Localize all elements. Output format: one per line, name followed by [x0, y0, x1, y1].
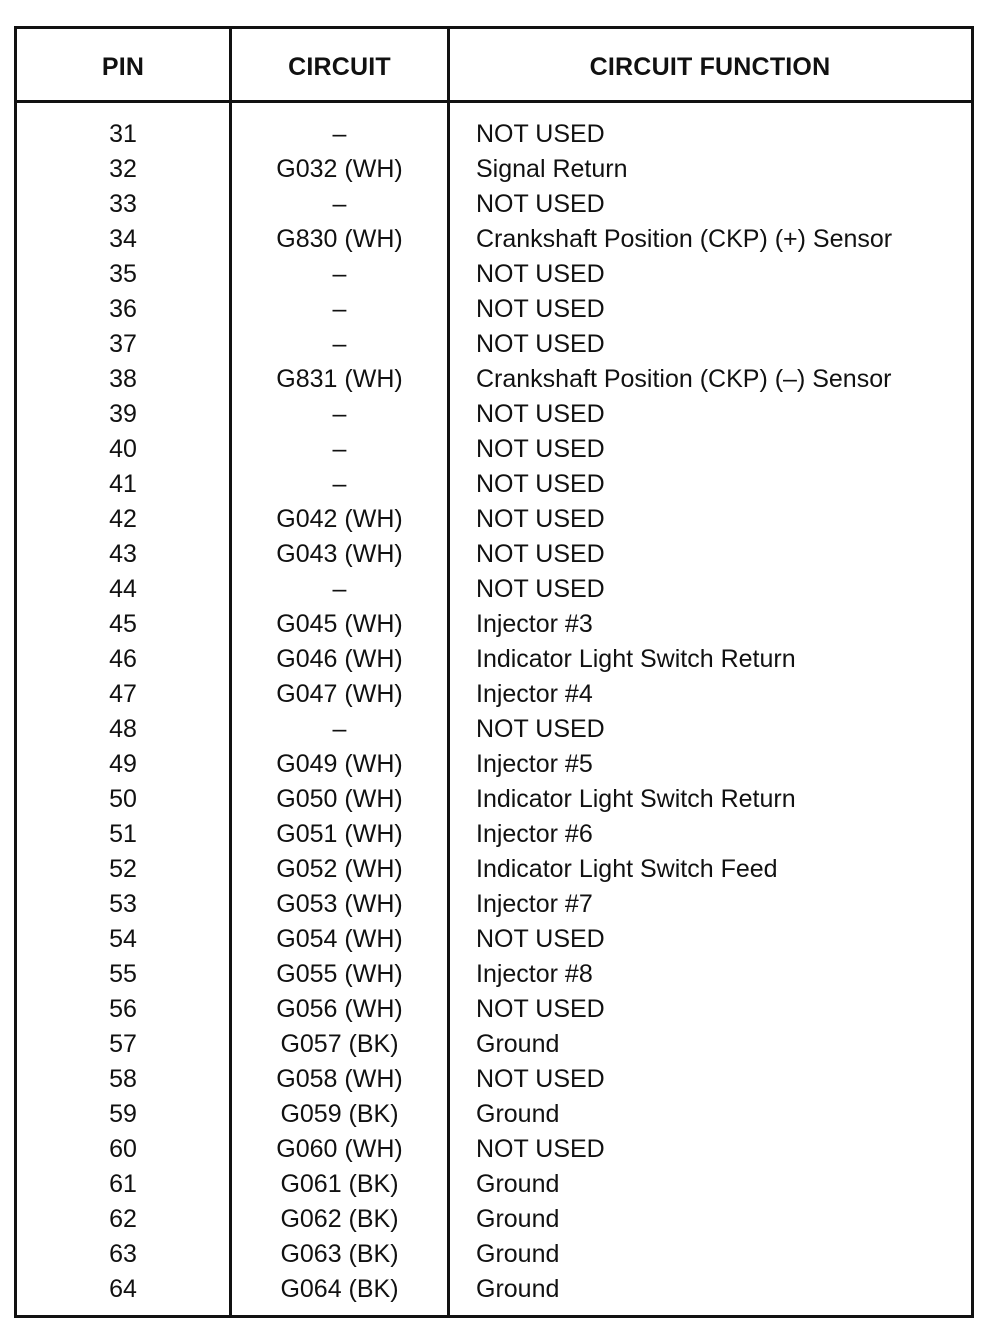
pin-cell: 56: [109, 995, 137, 1023]
table-row: [17, 1132, 971, 1167]
pin-cell: 37: [109, 330, 137, 358]
pin-cell: 39: [109, 400, 137, 428]
circuit-cell: –: [332, 435, 347, 463]
header-circuit: CIRCUIT: [288, 53, 391, 81]
pin-cell: 44: [109, 575, 137, 603]
table-row: [17, 572, 971, 607]
header-pin: PIN: [101, 53, 145, 81]
function-cell: Injector #3: [476, 610, 593, 638]
table-row: [17, 1272, 971, 1307]
circuit-cell: G055 (WH): [276, 960, 403, 988]
table-row: [17, 327, 971, 362]
table-row: [17, 1202, 971, 1237]
table-row: [17, 1167, 971, 1202]
circuit-cell: –: [332, 260, 347, 288]
function-cell: NOT USED: [476, 435, 605, 463]
pin-cell: 41: [109, 470, 137, 498]
circuit-cell: G049 (WH): [276, 750, 403, 778]
function-cell: Indicator Light Switch Return: [476, 785, 796, 813]
function-cell: NOT USED: [476, 120, 605, 148]
function-cell: NOT USED: [476, 925, 605, 953]
pin-cell: 48: [109, 715, 137, 743]
table-row: [17, 257, 971, 292]
function-cell: Indicator Light Switch Feed: [476, 855, 778, 883]
function-cell: Ground: [476, 1205, 560, 1233]
pin-cell: 53: [109, 890, 137, 918]
circuit-cell: –: [332, 120, 347, 148]
circuit-cell: G063 (BK): [280, 1240, 399, 1268]
pin-cell: 31: [109, 120, 137, 148]
circuit-cell: G047 (WH): [276, 680, 403, 708]
function-cell: Indicator Light Switch Return: [476, 645, 796, 673]
table-row: [17, 747, 971, 782]
pin-cell: 32: [109, 155, 137, 183]
circuit-cell: G060 (WH): [276, 1135, 403, 1163]
function-cell: NOT USED: [476, 260, 605, 288]
circuit-cell: –: [332, 715, 347, 743]
pin-cell: 54: [109, 925, 137, 953]
circuit-cell: G042 (WH): [276, 505, 403, 533]
pin-cell: 45: [109, 610, 137, 638]
function-cell: Signal Return: [476, 155, 628, 183]
header-divider: [17, 100, 971, 103]
function-cell: NOT USED: [476, 540, 605, 568]
table-row: [17, 397, 971, 432]
circuit-cell: G051 (WH): [276, 820, 403, 848]
function-cell: NOT USED: [476, 995, 605, 1023]
circuit-cell: G046 (WH): [276, 645, 403, 673]
table-row: [17, 607, 971, 642]
table-row: [17, 187, 971, 222]
pin-cell: 60: [109, 1135, 137, 1163]
function-cell: Ground: [476, 1275, 560, 1303]
table-row: [17, 712, 971, 747]
circuit-cell: G057 (BK): [280, 1030, 399, 1058]
pin-cell: 64: [109, 1275, 137, 1303]
circuit-cell: G032 (WH): [276, 155, 403, 183]
circuit-cell: G054 (WH): [276, 925, 403, 953]
pin-cell: 33: [109, 190, 137, 218]
table-row: [17, 817, 971, 852]
table-row: [17, 922, 971, 957]
function-cell: NOT USED: [476, 1135, 605, 1163]
pin-cell: 38: [109, 365, 137, 393]
function-cell: Injector #4: [476, 680, 593, 708]
circuit-cell: G830 (WH): [276, 225, 403, 253]
pin-cell: 43: [109, 540, 137, 568]
function-cell: NOT USED: [476, 575, 605, 603]
table-row: [17, 677, 971, 712]
circuit-cell: –: [332, 575, 347, 603]
pin-cell: 59: [109, 1100, 137, 1128]
table-row: [17, 467, 971, 502]
function-cell: Ground: [476, 1170, 560, 1198]
pin-cell: 63: [109, 1240, 137, 1268]
circuit-cell: G053 (WH): [276, 890, 403, 918]
pin-cell: 57: [109, 1030, 137, 1058]
pin-cell: 47: [109, 680, 137, 708]
table-row: [17, 292, 971, 327]
pin-cell: 58: [109, 1065, 137, 1093]
circuit-cell: G045 (WH): [276, 610, 403, 638]
circuit-cell: –: [332, 295, 347, 323]
function-cell: NOT USED: [476, 330, 605, 358]
table-row: [17, 887, 971, 922]
function-cell: NOT USED: [476, 1065, 605, 1093]
pin-cell: 35: [109, 260, 137, 288]
table-row: [17, 152, 971, 187]
circuit-cell: G831 (WH): [276, 365, 403, 393]
table-row: [17, 992, 971, 1027]
table-row: [17, 222, 971, 257]
table-row: [17, 642, 971, 677]
function-cell: Injector #5: [476, 750, 593, 778]
circuit-cell: –: [332, 400, 347, 428]
function-cell: Injector #7: [476, 890, 593, 918]
pin-cell: 34: [109, 225, 137, 253]
function-cell: NOT USED: [476, 295, 605, 323]
function-cell: NOT USED: [476, 400, 605, 428]
table-row: [17, 957, 971, 992]
circuit-cell: G050 (WH): [276, 785, 403, 813]
circuit-cell: –: [332, 470, 347, 498]
function-cell: Injector #8: [476, 960, 593, 988]
table-row: [17, 537, 971, 572]
pin-cell: 42: [109, 505, 137, 533]
pinout-table: [14, 26, 974, 1318]
pin-cell: 50: [109, 785, 137, 813]
circuit-cell: –: [332, 330, 347, 358]
circuit-cell: G058 (WH): [276, 1065, 403, 1093]
function-cell: Crankshaft Position (CKP) (+) Sensor: [476, 225, 893, 253]
circuit-cell: G062 (BK): [280, 1205, 399, 1233]
pin-cell: 62: [109, 1205, 137, 1233]
circuit-cell: G059 (BK): [280, 1100, 399, 1128]
pin-cell: 40: [109, 435, 137, 463]
table-row: [17, 1237, 971, 1272]
pin-cell: 61: [109, 1170, 137, 1198]
table-row: [17, 362, 971, 397]
table-row: [17, 852, 971, 887]
function-cell: Crankshaft Position (CKP) (–) Sensor: [476, 365, 892, 393]
pin-cell: 49: [109, 750, 137, 778]
circuit-cell: –: [332, 190, 347, 218]
table-body: [17, 117, 971, 1307]
pin-cell: 46: [109, 645, 137, 673]
function-cell: Ground: [476, 1240, 560, 1268]
circuit-cell: G064 (BK): [280, 1275, 399, 1303]
table-row: [17, 782, 971, 817]
function-cell: Ground: [476, 1100, 560, 1128]
table-row: [17, 1027, 971, 1062]
table-row: [17, 1062, 971, 1097]
circuit-cell: G056 (WH): [276, 995, 403, 1023]
table-row: [17, 1097, 971, 1132]
header-circuit-function: CIRCUIT FUNCTION: [589, 53, 831, 81]
function-cell: NOT USED: [476, 715, 605, 743]
pin-cell: 52: [109, 855, 137, 883]
function-cell: NOT USED: [476, 190, 605, 218]
function-cell: Ground: [476, 1030, 560, 1058]
table-row: [17, 502, 971, 537]
table-row: [17, 117, 971, 152]
circuit-cell: G043 (WH): [276, 540, 403, 568]
table-row: [17, 432, 971, 467]
pin-cell: 55: [109, 960, 137, 988]
circuit-cell: G061 (BK): [280, 1170, 399, 1198]
function-cell: Injector #6: [476, 820, 593, 848]
circuit-cell: G052 (WH): [276, 855, 403, 883]
pin-cell: 36: [109, 295, 137, 323]
table-header: [17, 29, 971, 100]
pin-cell: 51: [109, 820, 137, 848]
function-cell: NOT USED: [476, 505, 605, 533]
function-cell: NOT USED: [476, 470, 605, 498]
